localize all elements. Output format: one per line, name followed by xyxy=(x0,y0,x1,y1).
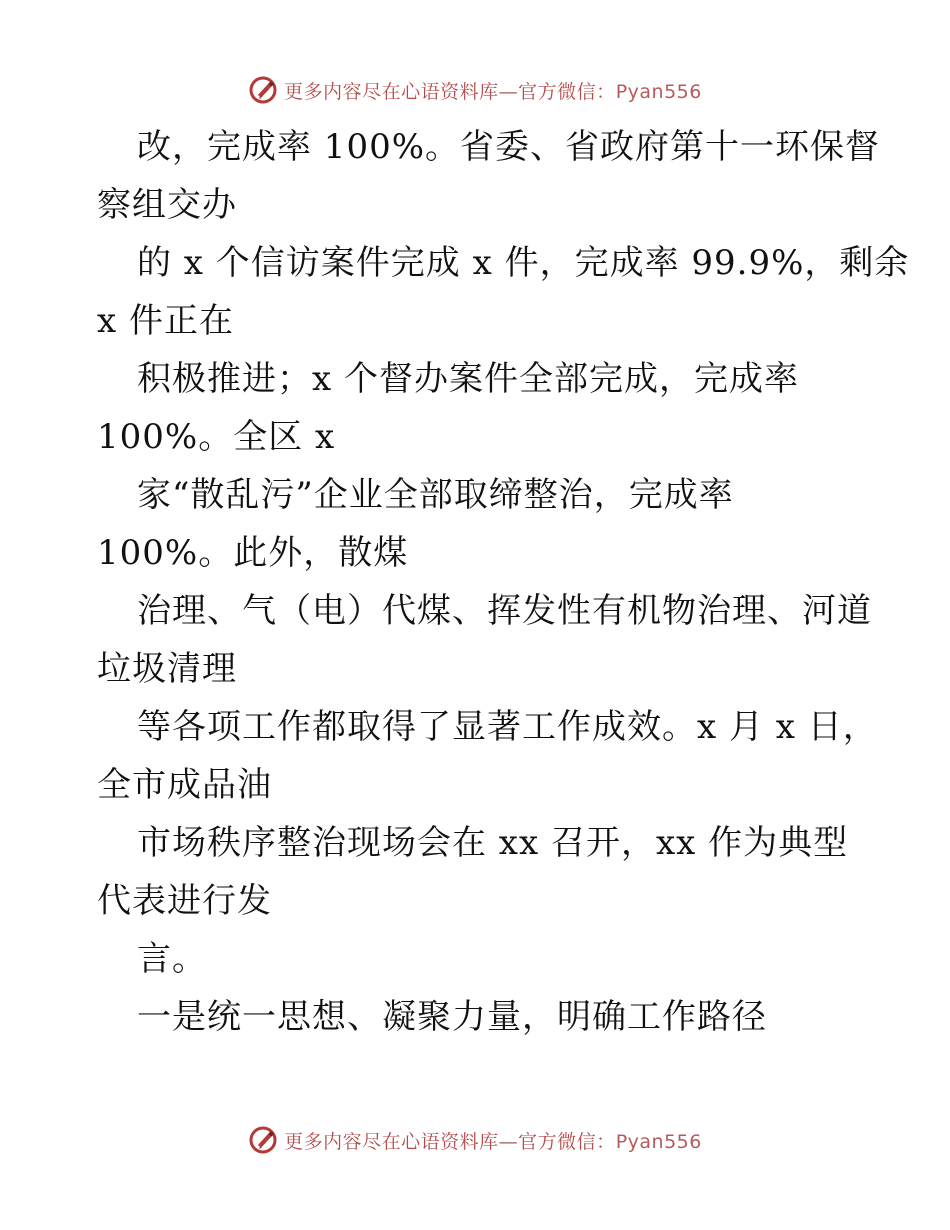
watermark-wechat-id: Pyan556 xyxy=(615,1130,702,1153)
text-line: 察组交办 xyxy=(97,185,237,225)
watermark-wechat-label: 官方微信： xyxy=(518,1130,616,1153)
text-line: 100%。此外，散煤 xyxy=(97,533,409,573)
header-watermark-banner xyxy=(0,70,950,110)
footer-watermark-banner xyxy=(0,1120,950,1160)
text-line: 垃圾清理 xyxy=(97,649,237,689)
text-line: 市场秩序整治现场会在 xx 召开，xx 作为典型 xyxy=(137,823,849,863)
watermark-text xyxy=(284,77,702,104)
watermark-separator: — xyxy=(498,1130,519,1153)
document-body xyxy=(97,118,910,1046)
watermark-wechat-label: 官方微信： xyxy=(518,80,616,103)
text-line: 家“散乱污”企业全部取缔整治，完成率 xyxy=(137,475,734,515)
text-line: 的 x 个信访案件完成 x 件，完成率 99.9%，剩余 xyxy=(137,243,910,283)
text-line: 全市成品油 xyxy=(97,765,272,805)
text-line: 改，完成率 100%。省委、省政府第十一环保督 xyxy=(137,127,881,167)
watermark-site-text: 更多内容尽在心语资料库 xyxy=(284,80,499,103)
text-line: 积极推进；x 个督办案件全部完成，完成率 xyxy=(137,359,799,399)
text-line: 代表进行发 xyxy=(97,881,272,921)
text-line: 100%。全区 x xyxy=(97,417,336,457)
watermark-text xyxy=(284,1127,702,1154)
text-line: 言。 xyxy=(137,939,207,979)
red-pen-swirl-logo-icon xyxy=(248,1125,278,1155)
text-line: 一是统一思想、凝聚力量，明确工作路径 xyxy=(137,997,767,1037)
text-line: 治理、气（电）代煤、挥发性有机物治理、河道 xyxy=(137,591,872,631)
watermark-separator: — xyxy=(498,80,519,103)
red-pen-swirl-logo-icon xyxy=(248,75,278,105)
text-line: 等各项工作都取得了显著工作成效。x 月 x 日， xyxy=(137,707,878,747)
watermark-site-text: 更多内容尽在心语资料库 xyxy=(284,1130,499,1153)
text-line: x 件正在 xyxy=(97,301,234,341)
watermark-wechat-id: Pyan556 xyxy=(615,80,702,103)
